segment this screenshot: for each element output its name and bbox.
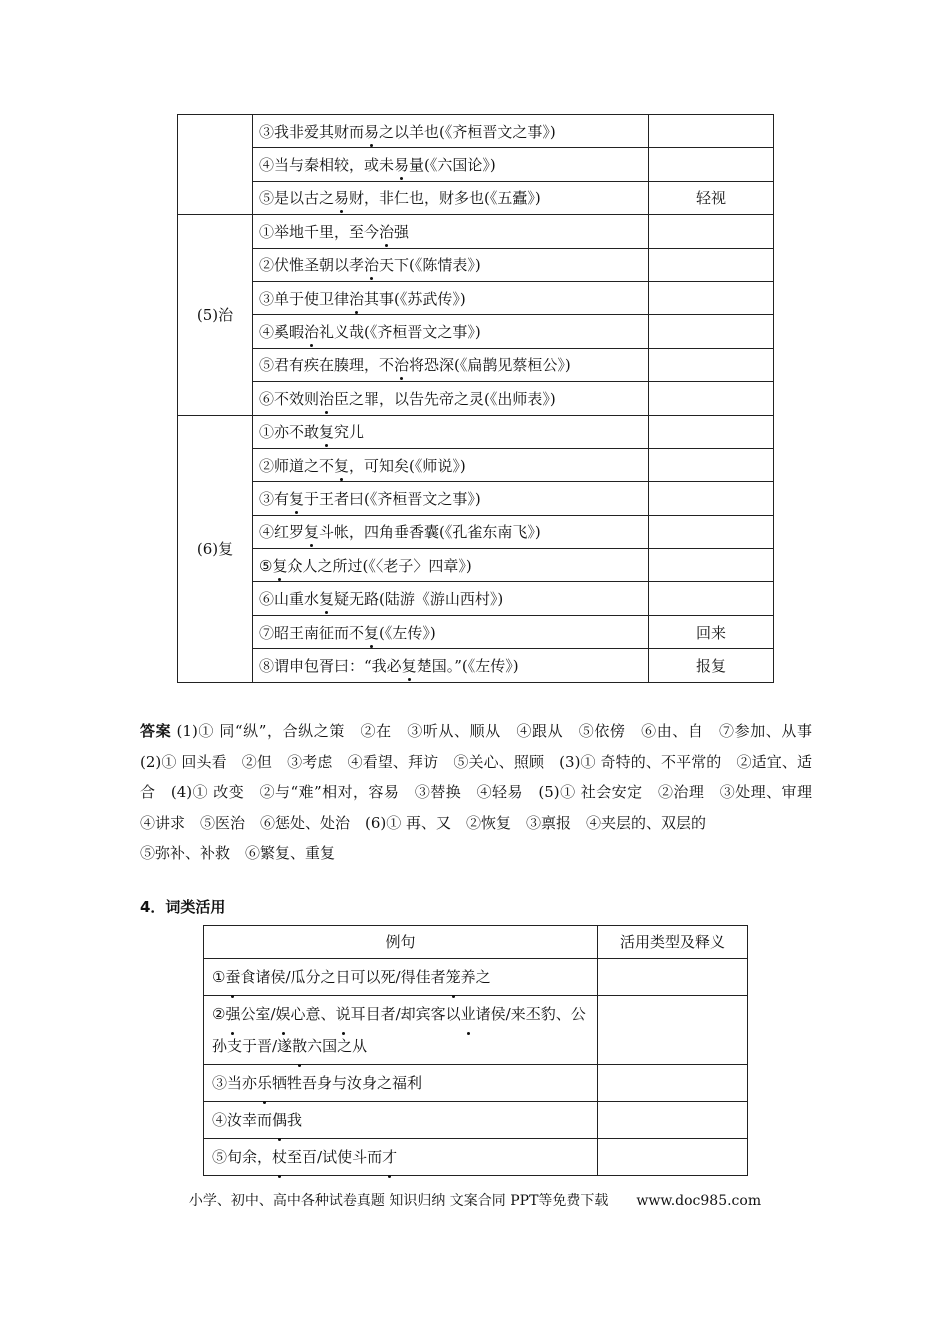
usage-header-type: 活用类型及释义 [598,926,748,959]
vocab-row [178,415,774,448]
emphasis-char: 复 [272,556,288,575]
example-text: 耳目者/却宾客以 [350,1005,461,1023]
example-text: ② [212,1005,226,1023]
emphasis-char: 乐 [257,1067,272,1099]
emphasis-char: 易 [394,156,410,175]
vocab-row [178,115,774,148]
section-title: 4．词类活用 [140,898,226,916]
vocab-row [178,482,774,515]
example-text: 天下(《陈情表》) [379,256,481,275]
page-footer: 小学、初中、高中各种试卷真题 知识归纳 文案合同 PPT等免费下载 www.doc985.com [188,1193,762,1209]
vocab-answer-cell [649,549,774,582]
example-text: 养之 [460,968,491,986]
example-text: 臣之罪，以告先帝之灵(《出师表》) [334,389,556,408]
example-text: 量(《六国论》) [409,156,496,175]
example-text: 究儿 [334,423,365,442]
vocab-row [178,582,774,615]
vocab-row [178,215,774,248]
example-text: ⑥不效则 [259,389,320,408]
example-text: ③当亦 [212,1074,258,1092]
vocab-row [178,248,774,281]
usage-example-cell [204,959,598,996]
emphasis-char: 说 [336,998,351,1030]
vocab-answer-cell [649,448,774,481]
vocab-row [178,448,774,481]
vocab-answer-cell [649,115,774,148]
answer-text-line2: ⑤弥补、补救 ⑥繁复、重复 [140,844,336,862]
example-text: ④汝幸而 [212,1111,273,1129]
example-text: 心意、 [290,1005,336,1023]
emphasis-char: 复 [319,590,335,609]
example-text: 公室/ [240,1005,276,1023]
example-text: ⑤旬余， [212,1148,273,1166]
vocab-row [178,649,774,682]
emphasis-char: 蚕 [225,961,240,993]
vocab-row [178,515,774,548]
vocab-example-cell [253,281,649,314]
vocab-row [178,181,774,214]
example-text: ① [212,968,226,986]
example-text: 强 [394,222,410,241]
emphasis-char: 复 [319,423,335,442]
usage-answer-cell [598,1102,748,1139]
emphasis-char: 业 [461,998,476,1030]
vocab-example-cell [253,515,649,548]
vocab-answer-cell [649,582,774,615]
vocab-row [178,382,774,415]
vocab-row [178,281,774,314]
answer-label: 答案 [140,722,172,740]
usage-answer-cell [598,959,748,996]
example-text: 食诸侯/瓜分之日可以死/得佳者 [240,968,446,986]
emphasis-char: 治 [379,222,395,241]
example-text: (《左传》) [379,623,436,642]
vocab-example-cell [253,115,649,148]
example-text: 牺牲吾身与汝身之福利 [272,1074,423,1092]
example-text: 疑无路(陆游《游山西村》) [334,590,504,609]
example-text: 六国之从 [307,1037,368,1055]
vocab-example-cell [253,215,649,248]
vocab-example-cell [253,482,649,515]
example-text: 将恐深(《扁鹊见蔡桓公》) [409,356,571,375]
emphasis-char: 复 [364,623,380,642]
answer-text: (1)① 同“纵”，合纵之策 ②在 ③听从、顺从 ④跟从 ⑤依傍 ⑥由、自 ⑦参加、从事 (2)① 回头看 ②但 ③考虑 ④看望、拜访 ⑤关心、照顾 (3)① 奇特的、不平常的 ②适宜、适合 (4)① 改变 ②与“难”相对，容易 ③替换 ④轻易 (5)① 社会安定 ②治理 ③处理、审理 ④讲求 ⑤医治 ⑥惩处、处治 (6)① 再、又 ②恢复 ③禀报 ④夹层的、双层的 [140,722,828,832]
vocab-row [178,315,774,348]
example-text: ③我非爱其财而 [259,122,365,141]
usage-answer-cell [598,1065,748,1102]
emphasis-char: 复 [289,489,305,508]
example-text: ⑤ [259,556,273,575]
vocab-answer-cell [649,415,774,448]
example-text: 诸侯/来丕豹、公孙支于晋/遂 [212,1005,586,1055]
vocab-example-cell [253,549,649,582]
example-text: ④红罗 [259,523,305,542]
vocab-example-cell [253,448,649,481]
vocab-answer-cell [649,148,774,181]
usage-row [204,1139,748,1176]
vocab-example-cell [253,415,649,448]
answer-block [140,716,828,869]
usage-header-example: 例句 [204,926,598,959]
example-text: ④奚暇 [259,323,305,342]
example-text: 众人之所过(《〈老子〉四章》) [287,556,472,575]
emphasis-char: 治 [349,289,365,308]
vocab-example-cell [253,315,649,348]
example-text: ，可知矣(《师说》) [349,456,466,475]
emphasis-char: 易 [364,122,380,141]
usage-example-cell [204,1065,598,1102]
example-text: ⑧谓申包胥曰：“我必 [259,656,402,675]
emphasis-char: 娱 [276,998,291,1030]
example-text: ①亦不敢 [259,423,320,442]
example-text: ⑥山重水 [259,590,320,609]
vocab-answer-cell [649,482,774,515]
usage-table [203,925,748,1176]
example-text: 礼义哉(《齐桓晋文之事》) [319,323,481,342]
example-text: ②伏惟圣朝以孝 [259,256,365,275]
example-text: ③单于使卫律 [259,289,350,308]
emphasis-char: 复 [304,523,320,542]
vocab-answer-cell: 轻视 [649,181,774,214]
example-text: 于王者曰(《齐桓晋文之事》) [304,489,481,508]
vocab-example-cell [253,181,649,214]
emphasis-char: 治 [394,356,410,375]
usage-example-cell [204,996,598,1065]
example-text: ⑤君有疾在腠理，不 [259,356,395,375]
example-text: 斗帐，四角垂香囊(《孔雀东南飞》) [319,523,541,542]
usage-answer-cell [598,1139,748,1176]
example-text: 楚国。”(《左传》) [416,656,519,675]
example-text: ③有 [259,489,290,508]
emphasis-char: 复 [334,456,350,475]
emphasis-char: 笼 [446,961,461,993]
vocab-answer-cell [649,315,774,348]
vocab-row [178,615,774,648]
vocab-example-cell [253,148,649,181]
vocab-answer-cell [649,281,774,314]
usage-answer-cell [598,996,748,1065]
emphasis-char: 杖 [272,1141,287,1173]
vocab-answer-cell [649,248,774,281]
vocab-example-cell [253,248,649,281]
emphasis-char: 治 [364,256,380,275]
vocab-answer-cell [649,515,774,548]
vocab-table [177,114,774,683]
vocab-row [178,549,774,582]
emphasis-char: 才 [382,1141,397,1173]
vocab-row [178,348,774,381]
example-text: ④当与秦相较，或未 [259,156,395,175]
emphasis-char: 强 [225,998,240,1030]
emphasis-char: 治 [304,323,320,342]
example-text: 我 [287,1111,303,1129]
emphasis-char: 治 [319,389,335,408]
emphasis-char: 散 [292,1030,307,1062]
example-text: ⑤是以古之 [259,189,335,208]
vocab-word-cell [178,115,253,215]
example-text: ⑦昭王南征而不 [259,623,365,642]
vocab-example-cell [253,649,649,682]
emphasis-char: 复 [401,656,417,675]
vocab-answer-cell: 报复 [649,649,774,682]
vocab-answer-cell [649,382,774,415]
vocab-word-cell: (6)复 [178,415,253,682]
usage-row [204,996,748,1065]
usage-example-cell [204,1139,598,1176]
usage-example-cell [204,1102,598,1139]
usage-row [204,1102,748,1139]
example-text: 其事(《苏武传》) [364,289,466,308]
usage-row [204,959,748,996]
vocab-answer-cell [649,348,774,381]
example-text: ②师道之不 [259,456,335,475]
vocab-example-cell [253,582,649,615]
vocab-example-cell [253,382,649,415]
vocab-word-cell: (5)治 [178,215,253,415]
vocab-example-cell [253,348,649,381]
emphasis-char: 偶 [272,1104,287,1136]
example-text: 至百/试使斗而 [287,1148,383,1166]
vocab-row [178,148,774,181]
example-text: 之以羊也(《齐桓晋文之事》) [379,122,556,141]
vocab-example-cell [253,615,649,648]
usage-row [204,1065,748,1102]
vocab-answer-cell: 回来 [649,615,774,648]
emphasis-char: 易 [334,189,350,208]
example-text: 财，非仁也，财多也(《五蠹》) [349,189,541,208]
usage-header-row [204,926,748,959]
example-text: ①举地千里，至今 [259,222,380,241]
vocab-answer-cell [649,215,774,248]
